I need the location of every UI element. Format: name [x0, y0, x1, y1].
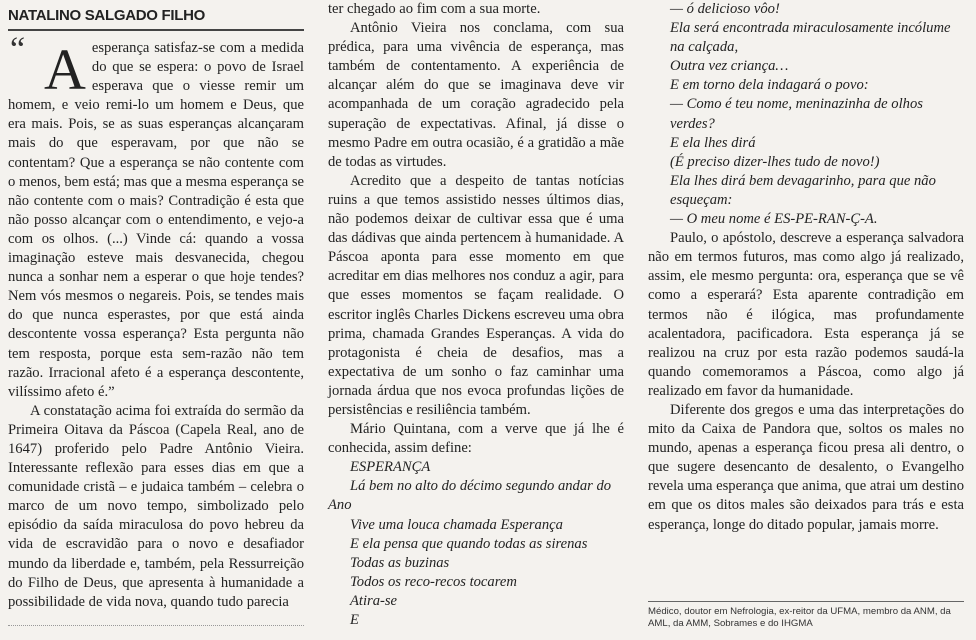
poem-line: Ano: [328, 497, 352, 514]
opening-quote: [8, 31, 304, 402]
paragraph-vieira-conclama: Antônio Vieira nos conclama, com sua prédica, para uma vivência de esperança, mas também de contentamento. A experiência de alcançar além do que se imaginava deve vir acompanhada de um coração agradecido pela superação de expectativas. Afinal, já disse o mesmo Padre em outra ocasião, é a gratidão a mãe de todas as virtudes.: [328, 20, 624, 170]
quote-text: esperança satisfaz-se com a medida do que se espera: o povo de Israel esperava que o viesse remir um homem, e veio remi-lo um homem e Deus, que era mais. Pois, se as suas esperanças alcançaram mais do que esperavam, por que não se contentam? Que a esperança se não contente com o menos, bem está; mas que a mesma esperança se não contente com o mais? Contradição é esta que não posso alcançar com o entendimento, e vejo-a com os olhos. (...) Vinde cá: quando a vossa imaginação esteve mais desvanecida, chegou nunca a sonhar nem a esperar o que hoje tendes? Nem vós mesmos o negareis. Pois, se tendes mais do que nunca esperastes, por que está ainda descontente vossa esperança? Esta pergunta não tem resposta, porque esta sem-razão não tem razão. Irracional afeto é a esperança descontente, vilíssimo afeto é.”: [8, 40, 304, 400]
poem-line: Atira-se: [350, 592, 398, 609]
author-footnote: Médico, doutor em Nefrologia, ex-reitor da UFMA, membro da ANM, da AML, da AMM, Sobrames e do IHGMA: [648, 601, 964, 630]
poem-line: — O meu nome é ES-PE-RAN-Ç-A.: [670, 211, 878, 228]
poem-line: (É preciso dizer-lhes tudo de novo!): [670, 153, 880, 170]
column-3: [648, 0, 964, 535]
paragraph-dickens: Acredito que a despeito de tantas notícias ruins a que temos assistido nesses últimos dias, não podemos deixar de cultivar essa que é uma das dádivas que ainda pertencem à humanidade. A Páscoa aponta para esse momento em que acreditar em dias melhores nos conduz a agir, para que esses momentos se façam realidade. O escritor inglês Charles Dickens escreveu uma obra prima, chamada Grandes Esperanças. A vida do protagonista é cheia de desafios, mas a expectativa de um sonho o faz caminhar uma jornada árdua que nos evoca profundas lições de persistências e resiliência também.: [328, 172, 624, 418]
poem-line: E ela lhes dirá: [670, 134, 756, 151]
column-1: [8, 0, 304, 612]
poem-line: E: [350, 612, 359, 628]
poem-title: ESPERANÇA: [350, 459, 431, 476]
column-2: [328, 0, 624, 630]
poem-esperanca-part1: [328, 458, 624, 630]
paragraph-continuation: ter chegado ao fim com a sua morte.: [328, 1, 541, 17]
poem-line: Todas as buzinas: [350, 554, 450, 571]
poem-line: — Como é teu nome, meninazinha de olhos verdes?: [670, 96, 923, 132]
poem-esperanca-part2: [648, 0, 964, 229]
byline-rule: [8, 29, 304, 31]
author-byline: NATALINO SALGADO FILHO: [8, 7, 205, 24]
column-1-bottom-rule: [8, 625, 304, 626]
poem-line: Lá bem no alto do décimo segundo andar do: [350, 478, 612, 495]
paragraph-quintana-intro: Mário Quintana, com a verve que já lhe é conhecida, assim define:: [328, 421, 624, 457]
poem-line: Ela será encontrada miraculosamente incólume na calçada,: [670, 20, 951, 56]
paragraph-pandora: Diferente dos gregos e uma das interpretações do mito da Caixa de Pandora que, soltos os males no mundo, apenas a esperança ficou presa ali dentro, o que sugere desencanto de desalento, o Evangelho revela uma esperança que anima, que atrai um destino em que os ditos males são deixados para trás e esta esperança, longe do ditado popular, jamais morre.: [648, 401, 964, 533]
drop-cap: A: [44, 37, 86, 102]
poem-line: Outra vez criança…: [670, 58, 789, 75]
poem-line: — ó delicioso vôo!: [670, 1, 780, 17]
poem-line: Vive uma louca chamada Esperança: [350, 516, 563, 533]
poem-line: E ela pensa que quando todas as sirenas: [350, 535, 588, 552]
poem-line: Ela lhes dirá bem devagarinho, para que não esqueçam:: [670, 172, 936, 208]
paragraph-paulo: Paulo, o apóstolo, descreve a esperança salvadora não em termos futuros, mas como algo já realizado, assim, ele mesmo pergunta: ora, esperança que se vê como a esperará? Esta aparente contradição em termos não é ilógica, mas profundamente acalentadora, pacificadora. Esta esperança já se realizou na cruz por esta razão podemos saudá-la quando comemoramos a Páscoa, como algo já realizado em favor da humanidade.: [648, 230, 964, 399]
poem-line: E em torno dela indagará o povo:: [670, 77, 869, 94]
poem-line: Todos os reco-recos tocarem: [350, 573, 517, 590]
quote-mark-icon: “: [10, 31, 26, 68]
paragraph-vieira-sermon: A constatação acima foi extraída do sermão da Primeira Oitava da Páscoa (Capela Real, ano de 1647) proferido pelo Padre Antônio Vieira. Interessante reflexão para esses dias em que a comunidade cristã – e judaica também – celebra o marco de um novo tempo, simbolizado pelo episódio da saída miraculosa do povo hebreu da vida de escravidão para o novo e desafiador mundo da liberdade e, também, pela Ressurreição do Filho de Deus, que apresenta à humanidade a possibilidade de vida nova, quando tudo parecia: [8, 402, 304, 610]
